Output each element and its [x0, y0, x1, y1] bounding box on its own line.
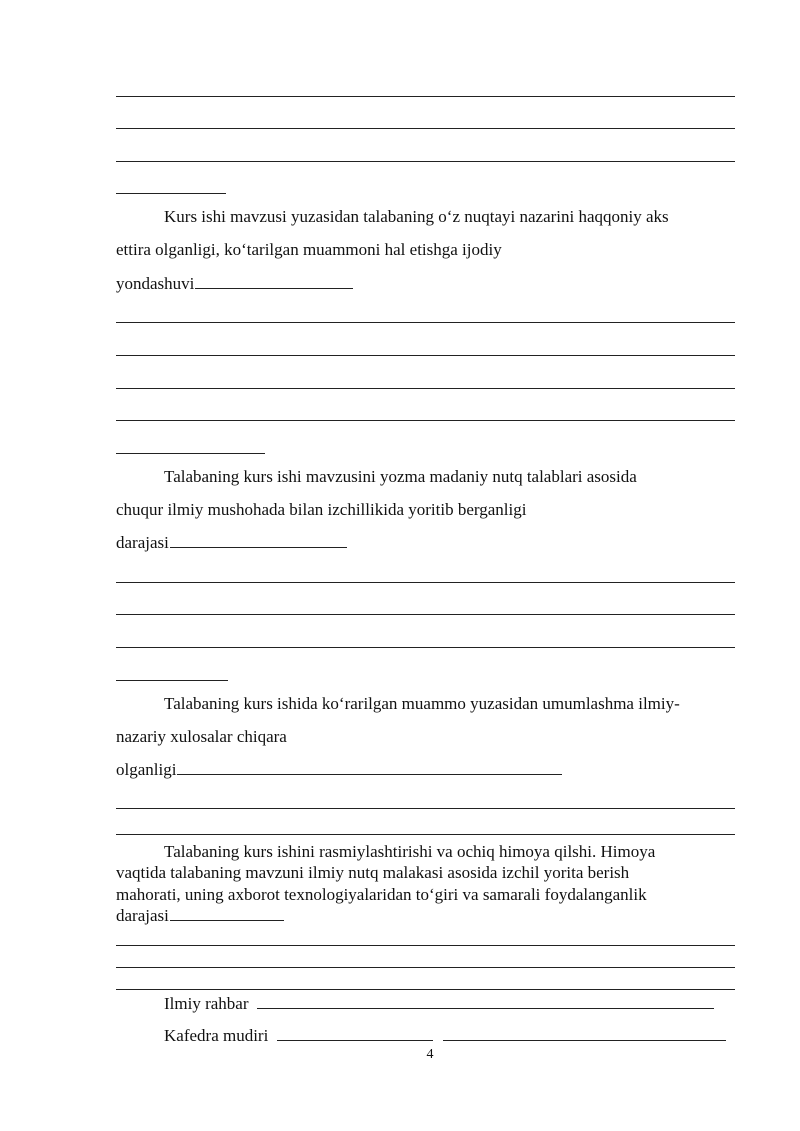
section4-line2: vaqtida talabaning mavzuni ilmiy nutq malakasi asosida izchil yorita berish: [116, 863, 630, 882]
blank-line: [116, 355, 735, 356]
section1-label: yondashuvi: [116, 274, 195, 293]
page-number: 4: [426, 1047, 434, 1062]
blank-line: [116, 96, 735, 97]
section4-line4: [116, 906, 284, 926]
blank-line: [116, 989, 735, 990]
section4-line3: mahorati, uning axborot texnologiyalaridan to‘giri va samarali foydalanganlik: [116, 885, 647, 904]
blank-line: [116, 647, 735, 648]
section4-line1: Talabaning kurs ishini rasmiylashtirishi va ochiq himoya qilshi. Himoya: [164, 842, 656, 861]
blank-line: [116, 834, 735, 835]
head-name-blank: [443, 1026, 726, 1041]
blank-line: [116, 808, 735, 809]
blank-line-short: [116, 680, 228, 681]
answer-blank: [195, 274, 353, 289]
answer-blank: [170, 906, 284, 921]
section1-line3: [116, 274, 353, 294]
blank-line-short: [116, 453, 265, 454]
section3-label: olganligi: [116, 760, 177, 779]
blank-line: [116, 582, 735, 583]
blank-line: [116, 967, 735, 968]
head-label: Kafedra mudiri: [164, 1026, 269, 1045]
section1-line2: ettira olganligi, ko‘tarilgan muammoni hal etishga ijodiy: [116, 240, 502, 259]
section2-line1: Talabaning kurs ishi mavzusini yozma madaniy nutq talablari asosida: [164, 467, 637, 486]
section3-line3: [116, 760, 562, 780]
blank-line: [116, 420, 735, 421]
answer-blank: [170, 533, 347, 548]
blank-line: [116, 388, 735, 389]
blank-line: [116, 945, 735, 946]
head-signature-blank: [277, 1026, 433, 1041]
section1-line1: Kurs ishi mavzusi yuzasidan talabaning o‘z nuqtayi nazarini haqqoniy aks: [164, 207, 669, 226]
supervisor-signature-line: [164, 994, 714, 1014]
section2-label: darajasi: [116, 533, 169, 552]
section2-line3: [116, 533, 347, 553]
blank-line: [116, 128, 735, 129]
head-signature-line: [164, 1026, 726, 1046]
blank-line: [116, 161, 735, 162]
section3-line2: nazariy xulosalar chiqara: [116, 727, 287, 746]
answer-blank: [177, 760, 562, 775]
section4-label: darajasi: [116, 906, 169, 925]
section2-line2: chuqur ilmiy mushohada bilan izchillikida yoritib berganligi: [116, 500, 527, 519]
supervisor-label: Ilmiy rahbar: [164, 994, 249, 1013]
blank-line: [116, 322, 735, 323]
blank-line: [116, 614, 735, 615]
section3-line1: Talabaning kurs ishida ko‘rarilgan muammo yuzasidan umumlashma ilmiy-: [164, 694, 680, 713]
supervisor-signature-blank: [257, 994, 714, 1009]
blank-line-short: [116, 193, 226, 194]
